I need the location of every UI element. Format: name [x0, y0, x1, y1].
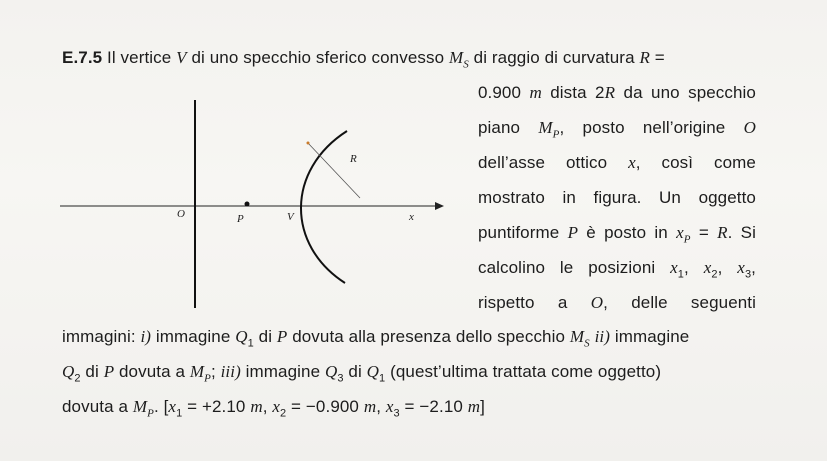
origin-label: O — [177, 208, 185, 220]
text-line-6: puntiforme P è posto in $x_P = R$. Si — [478, 223, 756, 246]
convex-mirror — [301, 131, 347, 283]
object-label: P — [237, 213, 244, 225]
text-line-5: mostrato in figura. Un oggetto — [478, 188, 756, 207]
text-line-9: immagini: i) immagine $Q_1$ di P dovuta alla presenza dello specchio $M_S$ ii) immagine — [62, 327, 690, 350]
optics-diagram — [50, 95, 450, 320]
text-line-11: dovuta a $M_P$. [$x_1 = +2.10$ m, $x_2 = -0.900$ m, $x_3 = -2.10$ m] — [62, 397, 485, 420]
text-line-3: piano $M_P$, posto nell’origine O — [478, 118, 756, 141]
axis-arrowhead — [435, 202, 444, 210]
text-line-2: 0.900 m dista 2R da uno specchio — [478, 83, 756, 102]
mirror-marker — [307, 142, 310, 145]
text-line-7: calcolino le posizioni $x_1$, $x_2$, $x_3$, — [478, 258, 756, 281]
text-line-8: rispetto a O, delle seguenti — [478, 293, 756, 312]
radius-line — [307, 142, 360, 198]
text-line-4: dell’asse ottico x, così come — [478, 153, 756, 172]
object-point — [245, 202, 250, 207]
text-line-10: $Q_2$ di P dovuta a $M_P$; iii) immagine $Q_3$ di $Q_1$ (quest’ultima trattata come oggetto) — [62, 362, 662, 385]
radius-label: R — [350, 153, 357, 165]
axis-label: x — [409, 211, 414, 223]
vertex-label: V — [287, 211, 294, 223]
text-line-1: E.7.5 Il vertice V di uno specchio sferico convesso $M_S$ di raggio di curvatura R = — [62, 48, 665, 71]
optics-diagram-svg — [50, 95, 450, 320]
problem-number: E.7.5 — [62, 48, 103, 67]
